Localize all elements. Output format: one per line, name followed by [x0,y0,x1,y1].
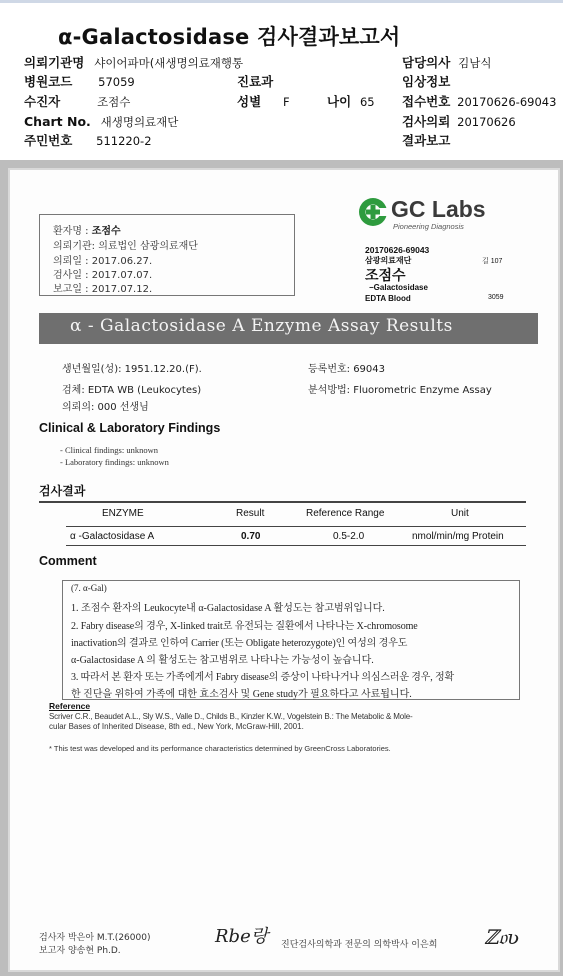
result-heading: 검사결과 [39,484,86,498]
cell-enzyme: α -Galactosidase A [70,531,155,542]
specimen-org: 삼광의료재단 [365,256,412,265]
analysis-method: 분석방법: Fluorometric Enzyme Assay [308,385,492,396]
patient-info-box [39,214,295,296]
test-date: 검사일 : 2017.07.07. [53,270,153,281]
age-value: 65 [359,95,375,109]
sex-label: 성별 [237,94,262,109]
top-border [0,0,563,3]
comment-line: 한 진단을 위하여 가족에 대한 효소검사 및 Gene study가 필요하다고 사료됩니다. [71,689,412,700]
test-request-value: 20170626 [457,115,516,129]
reporter: 보고자 양송현 Ph.D. [39,946,121,956]
disclaimer: * This test was developed and its performance characteristics determined by GreenCross Laboratories. [49,744,391,753]
col-enzyme: ENZYME [102,508,144,519]
hospital-code [24,74,135,90]
specimen-code: 20170626-69043 [365,245,430,255]
comment-line: 1. 조점수 환자의 Leukocyte내 α-Galactosidase A 활성도는 참고범위입니다. [71,603,385,614]
patient-institution: 의뢰기관: 의료법인 삼광의료재단 [53,241,198,252]
report-title: α-Galactosidase 검사결과보고서 [58,25,401,49]
chart-no-value: 새생명의료재단 [100,115,179,129]
doctor-value: 김남식 [458,56,492,70]
referring-doctor: 의뢰의: 000 선생님 [62,402,149,413]
reception-no-label: 접수번호 [402,94,451,109]
comment-box [62,580,520,700]
clinical-info [402,74,454,90]
tester-signature: Rbe랑 [215,926,269,947]
cell-reference-range: 0.5-2.0 [333,531,365,542]
specimen-patient: 조점수 [365,267,406,283]
comment-line: inactivation의 결과로 인하여 Carrier (또는 Obligate heterozygote)인 여성의 경우도 [71,638,408,649]
patient-value: 조점수 [97,95,131,109]
registration-no: 등록번호: 69043 [308,364,385,375]
patient [24,94,130,110]
reference-line: cular Bases of Inherited Disease, 8th ed., New York, McGraw-Hill, 2001. [49,722,304,731]
resident-no [24,133,152,149]
assay-title-banner [39,313,538,344]
specialist: 진단검사의학과 전문의 의학박사 이은희 [281,940,438,950]
age-label: 나이 [327,94,352,109]
report-date: 보고일 : 2017.07.12. [53,284,153,295]
patient-name: 조점수 [91,226,121,237]
resident-no-label: 주민번호 [24,133,73,148]
specialist-signature: ℤ𝔬ʋ [484,925,520,949]
comment-line: 3. 따라서 본 환자 또는 가족에게서 Fabry disease의 증상이 나타나거나 의심스러운 경우, 정확 [71,672,454,683]
result-report [402,133,454,149]
test-request [402,114,516,130]
specimen-side-code: 3059 [488,294,504,301]
patient-name-line [53,222,121,237]
scanned-report [0,160,563,976]
col-result: Result [236,508,265,519]
clinical-info-label: 임상정보 [402,74,451,89]
gc-labs-wordmark: GC Labs [391,196,486,222]
report-header [0,0,563,160]
date-of-birth: 생년월일(성): 1951.12.20.(F). [62,364,202,375]
reference-line: Scriver C.R., Beaudet A.L., Sly W.S., Valle D., Childs B., Kinzler K.W., Vogelstein B.: The Metabolic & Mole- [49,712,413,721]
comment-line: (7. α-Gal) [71,583,107,593]
cell-result: 0.70 [241,531,261,542]
result-report-label: 결과보고 [402,133,451,148]
laboratory-finding: - Laboratory findings: unknown [60,457,169,467]
specimen-label [365,245,525,307]
department [237,74,277,90]
doctor-label: 담당의사 [402,55,451,70]
reception-no-value: 20170626-69043 [457,95,557,109]
gc-cross-icon [358,197,388,227]
patient-label: 수진자 [24,94,61,109]
sex-value: F [282,95,290,109]
gc-labs-tagline: Pioneering Diagnosis [393,222,464,231]
tester: 검사자 박은아 M.T.(26000) [39,933,151,943]
col-reference-range: Reference Range [306,508,385,519]
chart-no [24,114,178,130]
test-request-label: 검사의뢰 [402,114,451,129]
hospital-code-value: 57059 [98,75,135,89]
age [327,94,375,110]
specimen-side-note: 길 107 [482,258,503,265]
clinical-finding: - Clinical findings: unknown [60,445,158,455]
doctor [402,55,491,71]
comment-line: α-Galactosidase A 의 활성도는 참고범위로 나타나는 가능성이 높습니다. [71,655,374,666]
col-unit: Unit [451,508,469,519]
table-top-rule [39,501,526,503]
reception-no [402,94,556,110]
reference-heading: Reference [49,701,91,711]
requesting-institution-label: 의뢰기관명 [24,55,85,70]
resident-no-value: 511220-2 [96,134,152,148]
hospital-code-label: 병원코드 [24,74,73,89]
specimen-type: EDTA Blood [365,294,411,303]
department-label: 진료과 [237,74,274,89]
sex [237,94,290,110]
patient-name-label: 환자명 : [53,226,89,237]
table-bottom-rule [66,545,526,546]
request-date: 의뢰일 : 2017.06.27. [53,256,153,267]
clinical-findings-heading: Clinical & Laboratory Findings [39,421,221,435]
cell-unit: nmol/min/mg Protein [412,531,504,542]
specimen-field: 검체: EDTA WB (Leukocytes) [62,385,202,396]
chart-no-label: Chart No. [24,114,91,129]
requesting-institution [24,55,243,71]
comment-line: 2. Fabry disease의 경우, X-linked trait로 유전되는 질환에서 나타나는 X-chromosome [71,621,418,632]
assay-title: α - Galactosidase A Enzyme Assay Results [70,316,453,336]
table-header-rule [66,526,526,527]
report-sheet [10,170,558,970]
comment-heading: Comment [39,554,97,568]
specimen-test: −Galactosidase [369,283,428,292]
requesting-institution-value: 샤이어파마(새생명의료재행통 [94,56,244,70]
